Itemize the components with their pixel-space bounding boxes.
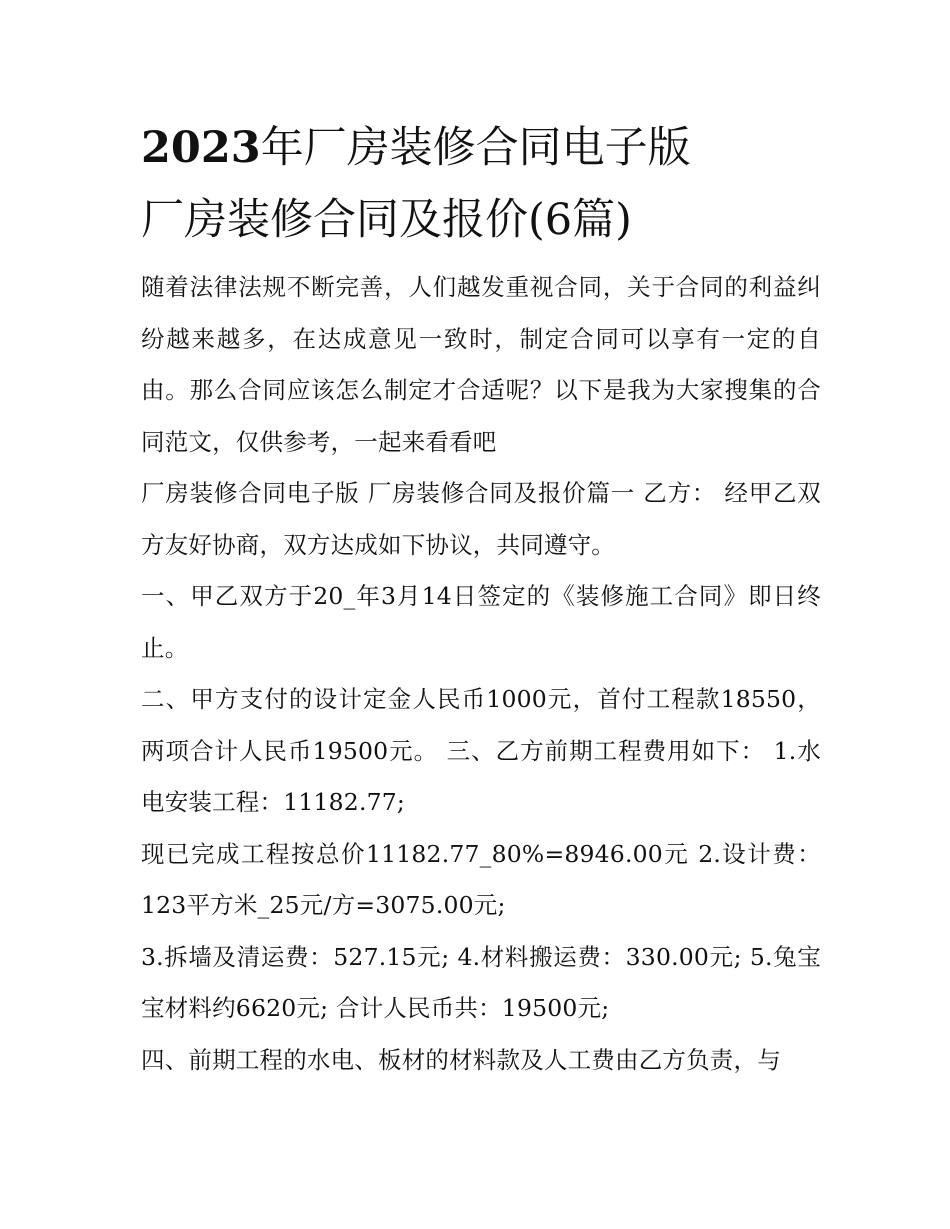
- title-year: 2023: [141, 123, 261, 173]
- document-page: [141, 118, 821, 1086]
- body-paragraph: 一、甲乙双方于20_年3月14日签定的《装修施工合同》即日终止。: [141, 582, 821, 662]
- body-paragraph: 3.拆墙及清运费：527.15元; 4.材料搬运费：330.00元; 5.兔宝宝材料约6620元; 合计人民币共：19500元;: [141, 942, 821, 1022]
- title-line-2: 厂房装修合同及报价(6篇): [141, 195, 632, 245]
- document-title: [141, 118, 821, 250]
- body-paragraph: 厂房装修合同电子版 厂房装修合同及报价篇一 乙方： 经甲乙双方友好协商，双方达成如下协议，共同遵守。: [141, 479, 821, 559]
- title-line-1: [141, 118, 821, 178]
- title-line-1-text: 年厂房装修合同电子版: [260, 123, 691, 173]
- body-paragraph: 四、前期工程的水电、板材的材料款及人工费由乙方负责，与: [141, 1045, 781, 1074]
- body-paragraph: 二、甲方支付的设计定金人民币1000元，首付工程款18550，两项合计人民币19500元。 三、乙方前期工程费用如下： 1.水电安装工程：11182.77;: [141, 685, 821, 816]
- body-paragraph: 现已完成工程按总价11182.77_80%=8946.00元 2.设计费：123平方米_25元/方=3075.00元;: [141, 839, 821, 919]
- intro-paragraph: 随着法律法规不断完善，人们越发重视合同，关于合同的利益纠纷越来越多，在达成意见一致时，制定合同可以享有一定的自由。那么合同应该怎么制定才合适呢？以下是我为大家搜集的合同范文，仅供参考，一起来看看吧: [141, 273, 821, 456]
